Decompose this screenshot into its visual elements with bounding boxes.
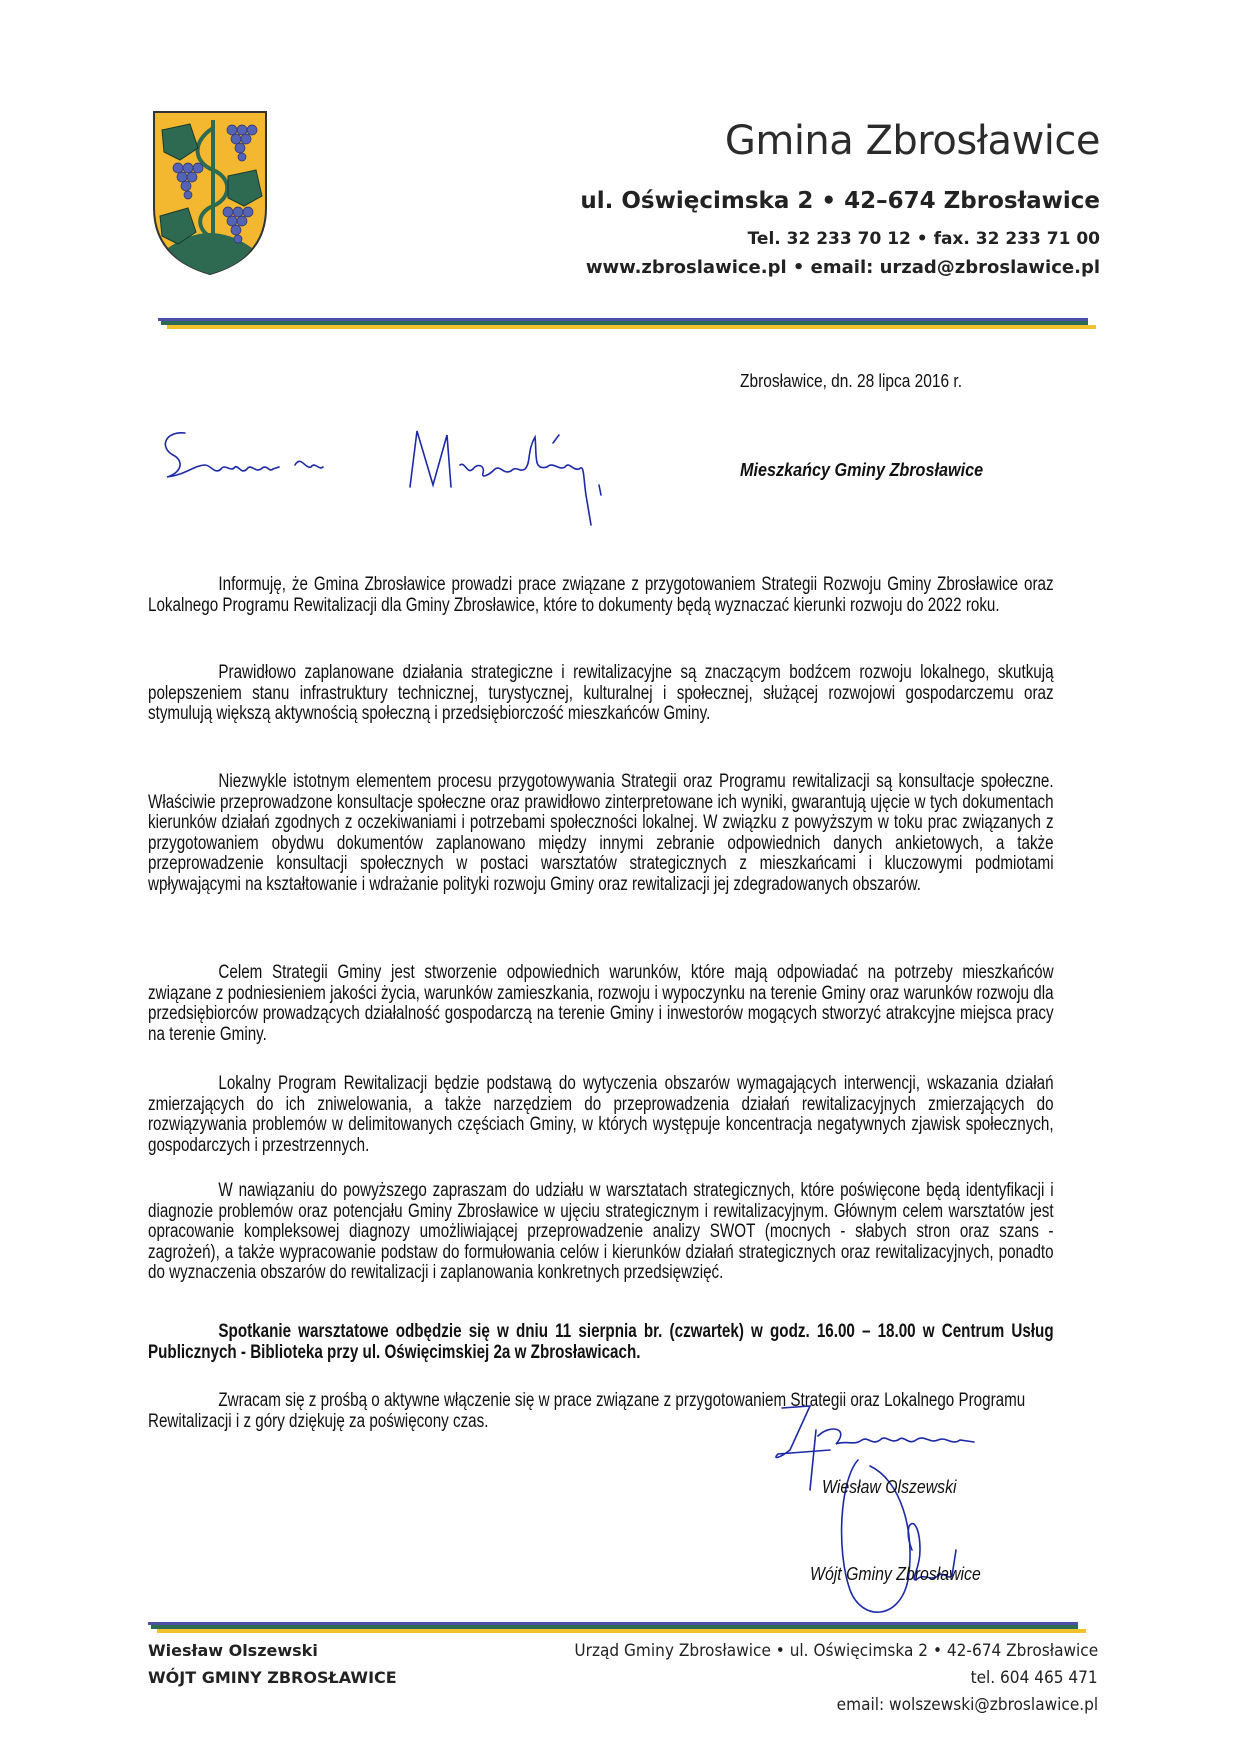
signer-name: Wiesław Olszewski	[822, 1477, 957, 1497]
footer-role: WÓJT GMINY ZBROSŁAWICE	[148, 1668, 397, 1687]
paragraph-3: Niezwykle istotnym elementem procesu przygotowywania Strategii oraz Programu rewitalizacji są konsultacje społeczne. Właściwie przeprowadzone konsultacje społeczne oraz prawidłowo zinterpretowane ich wyniki, gwarantują ujęcie w tych dokumentach kierunków działań zgodnych z oczekiwaniami i potrzebami społeczności lokalnej. W związku z powyższym w toku prac związanych z przygotowaniem obydwu dokumentów zaplanowano między innymi zebranie odpowiednich danych ankietowych, a także przeprowadzenie konsultacji społecznych w postaci warsztatów strategicznych z mieszkańcami i kluczowymi podmiotami wpływającymi na kształtowanie i wdrażanie polityki rozwoju Gminy oraz rewitalizacji jej zdegradowanych obszarów.	[148, 771, 1054, 895]
handwritten-salutation	[155, 425, 755, 545]
footer-email: email: wolszewski@zbroslawice.pl	[836, 1695, 1098, 1714]
paragraph-6: W nawiązaniu do powyższego zapraszam do udziału w warsztatach strategicznych, które poświęcone będą identyfikacji i diagnozie problemów oraz potencjału Gminy Zbrosławice w ujęciu strategicznym i rewitalizacyjnym. Głównym celem warsztatów jest opracowanie kompleksowej diagnozy umożliwiającej przeprowadzenie analizy SWOT (mocnych - słabych stron oraz szans - zagrożeń), a także wypracowanie podstaw do formułowania celów i kierunków działań strategicznych oraz rewitalizacyjnych, ponadto do wyznaczenia obszarów do rewitalizacji i zaplanowania konkretnych przedsięwzięć.	[148, 1180, 1054, 1283]
letter-date: Zbrosławice, dn. 28 lipca 2016 r.	[740, 371, 963, 391]
header-divider-stripe	[158, 318, 1088, 330]
footer-phone: tel. 604 465 471	[970, 1668, 1098, 1687]
municipality-web-email: www.zbroslawice.pl • email: urzad@zbroslawice.pl	[585, 257, 1100, 278]
municipality-address: ul. Oświęcimska 2 • 42–674 Zbrosławice	[580, 188, 1100, 214]
coat-of-arms-icon	[150, 108, 270, 278]
paragraph-1: Informuję, że Gmina Zbrosławice prowadzi prace związane z przygotowaniem Strategii Rozwoju Gminy Zbrosławice oraz Lokalnego Programu Rewitalizacji dla Gminy Zbrosławice, które to dokumenty będą wyznaczać kierunki rozwoju do 2022 roku.	[148, 574, 1054, 616]
paragraph-2: Prawidłowo zaplanowane działania strategiczne i rewitalizacyjne są znaczącym bodźcem rozwoju lokalnego, skutkują polepszeniem stanu infrastruktury technicznej, turystycznej, kulturalnej i społecznej, służącej rozwojowi gospodarczemu oraz stymulują większą aktywnością społeczną i przedsiębiorczość mieszkańców Gminy.	[148, 662, 1054, 724]
handwritten-signature	[770, 1400, 1100, 1630]
footer-divider-stripe	[148, 1622, 1078, 1634]
municipality-title: Gmina Zbrosławice	[724, 118, 1100, 164]
signer-role: Wójt Gminy Zbrosławice	[810, 1564, 981, 1584]
meeting-announcement: Spotkanie warsztatowe odbędzie się w dniu 11 sierpnia br. (czwartek) w godz. 16.00 – 18.00 w Centrum Usług Publicznych - Biblioteka przy ul. Oświęcimskiej 2a w Zbrosławicach.	[148, 1321, 1054, 1363]
addressee: Mieszkańcy Gminy Zbrosławice	[740, 460, 984, 480]
paragraph-4: Celem Strategii Gminy jest stworzenie odpowiednich warunków, które mają odpowiadać na potrzeby mieszkańców związane z podniesieniem jakości życia, warunków zamieszkania, rozwoju i wypoczynku na terenie Gminy oraz warunków rozwoju dla przedsiębiorców prowadzących działalność gospodarczą na terenie Gminy i inwestorów mogących stworzyć atrakcyjne miejsca pracy na terenie Gminy.	[148, 962, 1054, 1045]
closing-paragraph: Zwracam się z prośbą o aktywne włączenie się w prace związane z przygotowaniem Strategii oraz Lokalnego Programu Rewitalizacji i z góry dziękuję za poświęcony czas.	[148, 1390, 1026, 1432]
paragraph-5: Lokalny Program Rewitalizacji będzie podstawą do wytyczenia obszarów wymagających interwencji, wskazania działań zmierzających do ich zniwelowania, a także narzędziem do przeprowadzenia działań rewitalizacyjnych zmierzających do rozwiązywania problemów w delimitowanych częściach Gminy, w których występuje koncentracja negatywnych zjawisk społecznych, gospodarczych i przestrzennych.	[148, 1073, 1054, 1156]
footer-name: Wiesław Olszewski	[148, 1641, 318, 1660]
municipality-phones: Tel. 32 233 70 12 • fax. 32 233 71 00	[747, 229, 1100, 249]
footer-address: Urząd Gminy Zbrosławice • ul. Oświęcimska 2 • 42-674 Zbrosławice	[574, 1641, 1098, 1660]
